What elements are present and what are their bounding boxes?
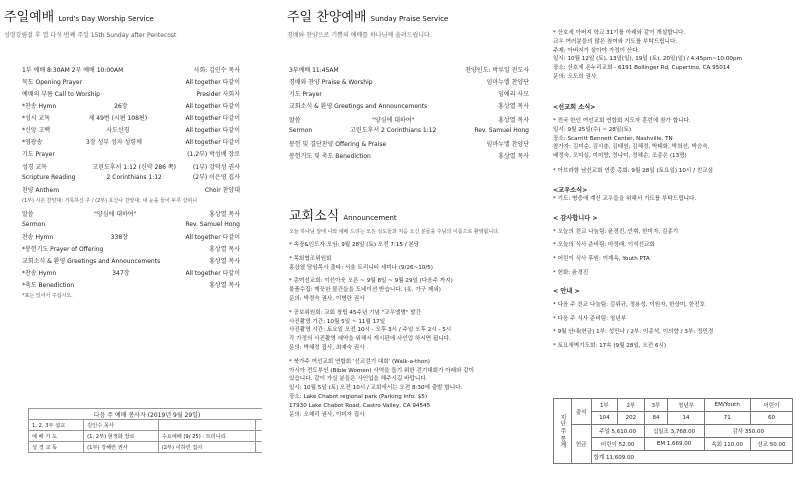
- list-item: 주제: 아버지가 살아야 가정이 산다.: [553, 47, 640, 54]
- member-news: * 기도: 병중에 계신 교우들을 위해서 기도를 부탁드립니다.: [553, 195, 697, 202]
- order-item-label: 교회소식 & 환영 Greetings and Announcements: [289, 103, 428, 110]
- order-item-detail: [55, 149, 187, 161]
- order-item-label: *영광송: [22, 139, 43, 146]
- list-item: 교우 여러분들의 많은 참여와 기도를 부탁드립니다.: [553, 38, 678, 45]
- order-item-label: 기도 Prayer: [289, 91, 322, 98]
- announcement-intro: 오늘 하나님 앞에 나와 예배 드리는 모든 성도들과 처음 오신 분들을 주님의 이름으로 환영합니다.: [289, 229, 500, 235]
- order-row: [22, 65, 240, 77]
- list-item: * 공보위원회: 교회 창립 45주년 기념 "교우앨범" 발간: [289, 309, 422, 316]
- servant-cell: 예 배 기 도: [29, 431, 84, 442]
- order-row: [22, 101, 240, 113]
- order-item-label: *봉헌기도 Prayer of Offering: [22, 246, 104, 253]
- order-item-leader: 홍상열 목사: [498, 153, 529, 160]
- order-item-leader: (1,2부) 박성배 장로: [187, 151, 240, 158]
- list-item: * 헌화: 윤경진: [553, 269, 589, 276]
- order-item-label: 경배와 찬양 Praise & Worship: [289, 79, 373, 86]
- anthem-note: (1부) 시온 찬양대: 거룩하신 주 / (2부) 호산나 찬양대: 내 눈을 들어 두루 살피니: [22, 198, 198, 204]
- list-item: 있습니다. 같이 가실 분들은 사인업을 해주시길 바랍니다.: [289, 376, 428, 383]
- worship-title: 주일예배 Lord's Day Worship Service: [4, 10, 154, 25]
- list-item: 장소: 산호세 온누리교회 - 6191 Bollinger Rd, Cupertino, CA 95014: [553, 65, 730, 72]
- offering-label: 헌금: [571, 425, 591, 464]
- list-item: 일시: 9월 25일(수) ~ 28일(토): [553, 126, 632, 133]
- order-item-leader: All together 다같이: [185, 127, 240, 134]
- order-item-detail: [322, 89, 498, 101]
- order-item-leader: 찬양인도: 박루일 전도사: [465, 67, 529, 74]
- list-item: * 다음 주 친교 나눔팀: 김위규, 정용성, 이원자, 한상미, 한진호: [553, 301, 706, 308]
- order-item-label: *찬송 Hymn: [22, 103, 57, 110]
- order-item-leader: 임마누엘 찬양단: [486, 79, 529, 86]
- list-item: 아시아 전도부인 (Bible Women) 사역을 돕기 위한 걷기대회가 아래와 같이: [289, 367, 475, 374]
- order-item-detail: 338장: [110, 234, 128, 241]
- servant-cell: [256, 442, 262, 453]
- order-item-detail: [100, 89, 196, 101]
- order-row: [22, 268, 240, 280]
- order-item-label: 봉헌 및 결단찬양 Offering & Praise: [289, 141, 387, 148]
- servant-cell: (2부) 이하린 집사: [158, 442, 256, 453]
- thanks-title: < 감사합니다 >: [553, 214, 598, 222]
- list-item: * 다음 주 식사 준비팀: 청년부: [553, 315, 627, 322]
- praise-subtitle: 경배와 찬양으로 기쁨의 예배를 하나님께 올려드립니다.: [287, 32, 432, 39]
- order-item-leader: 임애리 사모: [498, 91, 529, 98]
- order-item-detail: [386, 139, 486, 151]
- order-item-detail: 26장: [114, 103, 128, 110]
- order-item-detail: [371, 151, 498, 163]
- servant-row: [29, 420, 263, 431]
- order-item-leader: All together 다같이: [185, 79, 240, 86]
- order-row: [22, 244, 240, 256]
- stand-note: *표는 일어서 주십시오.: [22, 293, 73, 299]
- servant-cell: 김인수 목사: [84, 420, 159, 431]
- order-row: [289, 89, 529, 101]
- order-item-detail: [339, 65, 466, 77]
- order-row: [22, 256, 240, 268]
- member-title: <교우소식>: [553, 186, 588, 194]
- list-item: 17930 Lake Chabot Road, Castro Valley, CA 94545: [289, 402, 431, 409]
- attendance-label: 출석: [571, 399, 591, 425]
- next-week-servants: 다음 주 예배 봉사자 (2019년 9월 29일) 1, 2, 3부 설교 김인수 목사 예 배 기 도 (1, 2부) 현정화 장로 수요예배 (9/ 25) : 트리니티 성 경 교 독 (1부) 강혜란 권사 (2부) 이하린 집사: [28, 408, 262, 453]
- order-item-label: *축도 Benediction: [22, 282, 75, 289]
- servant-row: [29, 431, 263, 442]
- order-item-label: *신앙 고백: [22, 127, 51, 134]
- stats-label: 지난 주 통계: [554, 399, 572, 464]
- order-row: [289, 77, 529, 89]
- order-item-leader: All together 다같이: [185, 234, 240, 241]
- order-row: [22, 149, 240, 161]
- order-item-detail: 3장 성부 성자 성령께: [85, 139, 142, 146]
- list-item: 각 가정의 사진촬영 예약을 위해서 게시판에 사인업 하시면 됩니다.: [289, 336, 451, 343]
- order-item-leader: Presider 사회자: [196, 91, 240, 98]
- news-column: [547, 0, 800, 486]
- order-row: [22, 77, 240, 89]
- list-item: 문의: 오도희 권사: [553, 73, 597, 80]
- mission-title: <선교회 소식>: [553, 104, 596, 111]
- order-item-label: 1부 예배 8:30AM 2부 예배 10:00AM: [22, 67, 124, 74]
- servant-row: [29, 442, 263, 453]
- order-item-detail: 사도신경: [106, 127, 130, 134]
- list-item: * 오늘의 친교 나눔팀: 윤경진, 안휘, 한미자, 김종기: [553, 228, 679, 235]
- order-item-detail: [427, 101, 498, 113]
- stats-table: 지난 주 통계 출석 1부 2부 3부 청년부 EM/Youth 어린이 104 202 84 14 71 60 헌금 주일 5,610.00 십일조 3,768.00 감사 350.00 어린이 52.00 EM 1,669.00 속회 110.00 선교 50.00 합계 11,609.00: [553, 398, 793, 464]
- mission-meeting: * 아브라함 남선교회 연중 총회: 9월 28일 (토요일) 10시 / 친교실: [553, 167, 713, 174]
- order-item-leader: All together 다같이: [185, 103, 240, 110]
- order-item-leader: 홍상열 목사: [209, 246, 240, 253]
- order-row: [22, 125, 240, 137]
- order-item-label: 묵도 Opening Prayer: [22, 79, 83, 86]
- order-row: [22, 137, 240, 149]
- order-item-detail: 제 49번 (시편 108편): [88, 115, 148, 122]
- order-row: [22, 280, 240, 292]
- order-row: [22, 89, 240, 101]
- order-item-detail: [123, 65, 193, 77]
- order-item-leader: All together 다같이: [185, 139, 240, 146]
- list-item: * 속장&인도자 모임: 9월 28일 (토) 오전 7:15 / 본당: [289, 242, 420, 248]
- servant-cell: (1부) 강혜란 권사: [84, 442, 159, 453]
- order-item-detail: [74, 280, 209, 292]
- order-item-leader: All together 다같이: [185, 115, 240, 122]
- offering-total: 합계 11,609.00: [591, 451, 792, 464]
- servant-cell: [256, 431, 262, 442]
- list-item: 물품수집: 깨끗한 물건들을 도네이션 받습니다. (옷, 가구 제외): [289, 287, 441, 294]
- list-item: 문의: 오혜리 권사, 이미자 집사: [289, 411, 365, 418]
- order-item-detail: [103, 244, 209, 256]
- servant-cell: (1, 2부) 현정화 장로: [84, 431, 159, 442]
- list-item: 배정숙, 오미실, 이미향, 정나미, 정혜순, 조종은 (13명): [553, 153, 687, 160]
- list-item: * 목회협조위원회: [289, 255, 332, 262]
- order-item-label: 봉헌기도 및 축도 Benediction: [289, 153, 371, 160]
- order-item-label: *찬송 Hymn: [22, 270, 57, 277]
- servant-cell: 성 경 교 독: [29, 442, 84, 453]
- list-item: 장소: Scarritt Bennett Center, Nashville, TN: [553, 135, 673, 142]
- praise-column: [283, 0, 529, 486]
- order-item-label: 찬송 Hymn: [22, 234, 54, 241]
- list-item: 문의: 박혜정 집사, 최예숙 권사: [289, 344, 365, 351]
- order-item-leader: 사회: 김인수 목사: [193, 67, 240, 74]
- order-item-leader: All together 다같이: [185, 270, 240, 277]
- list-item: * 전국 한인 여선교회 연합회 지도자 훈련에 참가 합니다.: [553, 118, 691, 124]
- order-row: [289, 139, 529, 151]
- list-item: * 산호세 아버지 학교 31기를 아래와 같이 개설합니다.: [553, 30, 686, 36]
- list-item: * 토요새벽기도회: 17속 (9월 28일, 오전 6시): [553, 343, 667, 350]
- anthem-row: 찬양 Anthem Choir 찬양대: [22, 187, 240, 194]
- order-item-label: 교회소식 & 환영 Greetings and Announcements: [22, 258, 161, 265]
- worship-column: [0, 0, 262, 486]
- guide-title: < 안내 >: [553, 287, 580, 295]
- list-item: * 어린이 식사 후원: 이재옥, Youth PTA: [553, 256, 650, 263]
- order-item-label: 예배의 부름 Call to Worship: [22, 91, 100, 98]
- list-item: 문의: 박경숙 권사, 이병란 권사: [289, 295, 365, 302]
- servant-cell: 1, 2, 3부 설교: [29, 420, 84, 431]
- list-item: * 9월 안내(헌금) 1부: 성민나 / 2부: 이종석, 이의향 / 3부: 정민경: [553, 329, 714, 336]
- servant-cell: [256, 420, 262, 431]
- list-item: * 총여선교회: 이선아웃 오픈 ~ 9월 8일 ~ 9월 29일 (다음주 까지): [289, 278, 453, 285]
- announcement-title: 교회소식 Announcement: [289, 209, 397, 224]
- order-item-leader: 홍상열 목사: [209, 258, 240, 265]
- list-item: * 오늘의 식사 준비팀: 마정래, 이석선교회: [553, 242, 655, 249]
- order-item-leader: 임마누엘 찬양단: [486, 141, 529, 148]
- order-item-detail: [160, 256, 209, 268]
- order-item-label: *성시 교독: [22, 115, 51, 122]
- praise-title: 주일 찬양예배 Sunday Praise Service: [287, 10, 449, 25]
- order-item-leader: 홍상열 목사: [498, 103, 529, 110]
- worship-subtitle: 성령강림절 후 열 다섯 번째 주일 15th Sunday after Pentecost: [4, 32, 177, 39]
- order-item-detail: [373, 77, 487, 89]
- list-item: 일시: 10월 12일 (토), 13일(일), 19일 (토), 20일(일) / 4:45pm~10:00pm: [553, 56, 742, 63]
- list-item: 사진촬영 시간: 토요일 오전 10시 - 오후 3시 / 주일 오후 2시 - 5시: [289, 327, 452, 334]
- order-row: [289, 65, 529, 77]
- order-item-leader: 홍상열 목사: [209, 282, 240, 289]
- servant-cell: 수요예배 (9/ 25) : 트리니티: [158, 431, 256, 442]
- list-item: 일시: 10월 5일 (토) 오전 10시 / 교회에서는 오전 8:30에 출발 합니다.: [289, 385, 463, 392]
- order-item-detail: 347장: [112, 270, 130, 277]
- list-item: 사진촬영 기간: 10월 5일 ~ 11월 17일: [289, 318, 386, 325]
- sermon-row: 말씀 Sermon "양심에 대하여" 홍상열 목사 Rev. Samuel Hong: [22, 211, 240, 228]
- scripture-row: 성경 교독 Scripture Reading 고린도후서 1:12 (신약 286 쪽) 2 Corinthians 1:12 (1부) 강덕성 권사 (2부) 이은영 집사: [22, 164, 240, 181]
- order-item-label: 기도 Prayer: [22, 151, 55, 158]
- order-item-detail: [82, 77, 185, 89]
- praise-sermon-row: 말씀 Sermon "양심에 대하여" 고린도후서 2 Corinthians 1:12 홍상열 목사 Rev. Samuel Hong: [289, 117, 529, 134]
- order-row: [289, 101, 529, 113]
- order-row: [22, 113, 240, 125]
- servant-cell: [158, 420, 256, 431]
- order-row: [289, 151, 529, 163]
- list-item: 참가자: 김미순, 김시춘, 김태원, 김혜정, 박태화, 박희선, 박승숙,: [553, 144, 710, 151]
- order-item-label: 3부예배 11:45AM: [289, 67, 339, 74]
- list-item: 홍상열 담임목사 출타: 서울 트리니티 세미나 (9/26~10/5): [289, 264, 433, 271]
- order-row: [22, 232, 240, 244]
- list-item: * 북가주 여선교회 연합회 '선교걷기 대회' (Walk-a-thon): [289, 358, 430, 365]
- list-item: 장소: Lake Chabot regional park (Parking info: $5): [289, 393, 427, 400]
